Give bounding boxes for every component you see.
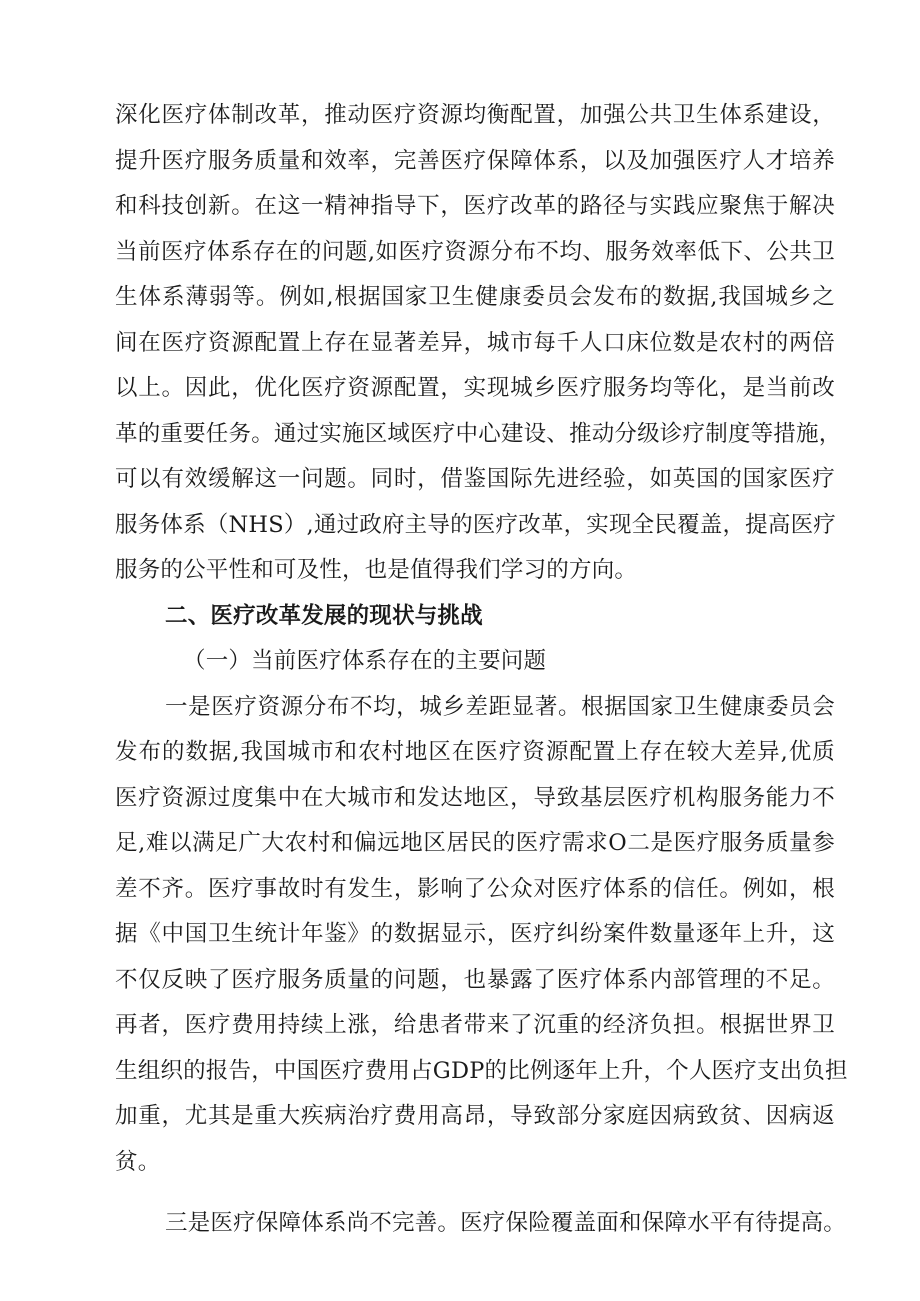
text-line: 差不齐。医疗事故时有发生，影响了公众对医疗体系的信任。例如，根 [115, 875, 835, 902]
text-line: 生体系薄弱等。例如,根据国家卫生健康委员会发布的数据,我国城乡之 [115, 284, 835, 310]
paragraph-3 [115, 1201, 847, 1247]
text-line: 据《中国卫生统计年鉴》的数据显示，医疗纠纷案件数量逐年上升，这 [115, 921, 835, 947]
section-heading: 二、医疗改革发展的现状与挑战 [165, 602, 483, 629]
text-line: 当前医疗体系存在的问题,如医疗资源分布不均、服务效率低下、公共卫 [115, 238, 835, 265]
text-line: 和科技创新。在这一精神指导下，医疗改革的路径与实践应聚焦于解决 [115, 193, 835, 219]
text-line: 再者，医疗费用持续上涨，给患者带来了沉重的经济负担。根据世界卫 [115, 1012, 835, 1038]
text-line: 间在医疗资源配置上存在显著差异，城市每千人口床位数是农村的两倍 [115, 329, 835, 356]
text-line: 一是医疗资源分布不均，城乡差距显著。根据国家卫生健康委员会 [165, 693, 835, 720]
sub-heading: （一）当前医疗体系存在的主要问题 [183, 648, 547, 674]
paragraph-gap [115, 1185, 835, 1201]
text-line: 医疗资源过度集中在大城市和发达地区，导致基层医疗机构服务能力不 [115, 784, 835, 811]
text-line: 服务的公平性和可及性，也是值得我们学习的方向。 [115, 557, 638, 583]
text-line: 深化医疗体制改革，推动医疗资源均衡配置，加强公共卫生体系建设， [115, 102, 835, 128]
paragraph-1 [115, 93, 842, 594]
text-line: 发布的数据,我国城市和农村地区在医疗资源配置上存在较大差异,优质 [115, 739, 835, 765]
document-body [115, 93, 848, 1247]
text-line: 服务体系（NHS）,通过政府主导的医疗改革，实现全民覆盖，提高医疗 [115, 511, 836, 538]
text-line: 生组织的报告，中国医疗费用占GDP的比例逐年上升，个人医疗支出负担 [115, 1057, 848, 1084]
text-line: 革的重要任务。通过实施区域医疗中心建设、推动分级诊疗制度等措施， [115, 420, 842, 447]
text-line: 贫。 [115, 1148, 161, 1175]
text-line: 加重，尤其是重大疾病治疗费用高昂，导致部分家庭因病致贫、因病返 [115, 1103, 835, 1129]
text-line: 可以有效缓解这一问题。同时，借鉴国际先进经验，如英国的国家医疗 [115, 466, 835, 492]
text-line: 提升医疗服务质量和效率，完善医疗保障体系，以及加强医疗人才培养 [115, 147, 835, 174]
paragraph-2 [115, 685, 848, 1186]
text-line: 足,难以满足广大农村和偏远地区居民的医疗需求O二是医疗服务质量参 [115, 830, 835, 856]
text-line: 以上。因此，优化医疗资源配置，实现城乡医疗服务均等化，是当前改 [115, 375, 835, 401]
text-line: 三是医疗保障体系尚不完善。医疗保险覆盖面和保障水平有待提高。 [165, 1210, 847, 1236]
text-line: 不仅反映了医疗服务质量的问题，也暴露了医疗体系内部管理的不足。 [115, 966, 835, 993]
